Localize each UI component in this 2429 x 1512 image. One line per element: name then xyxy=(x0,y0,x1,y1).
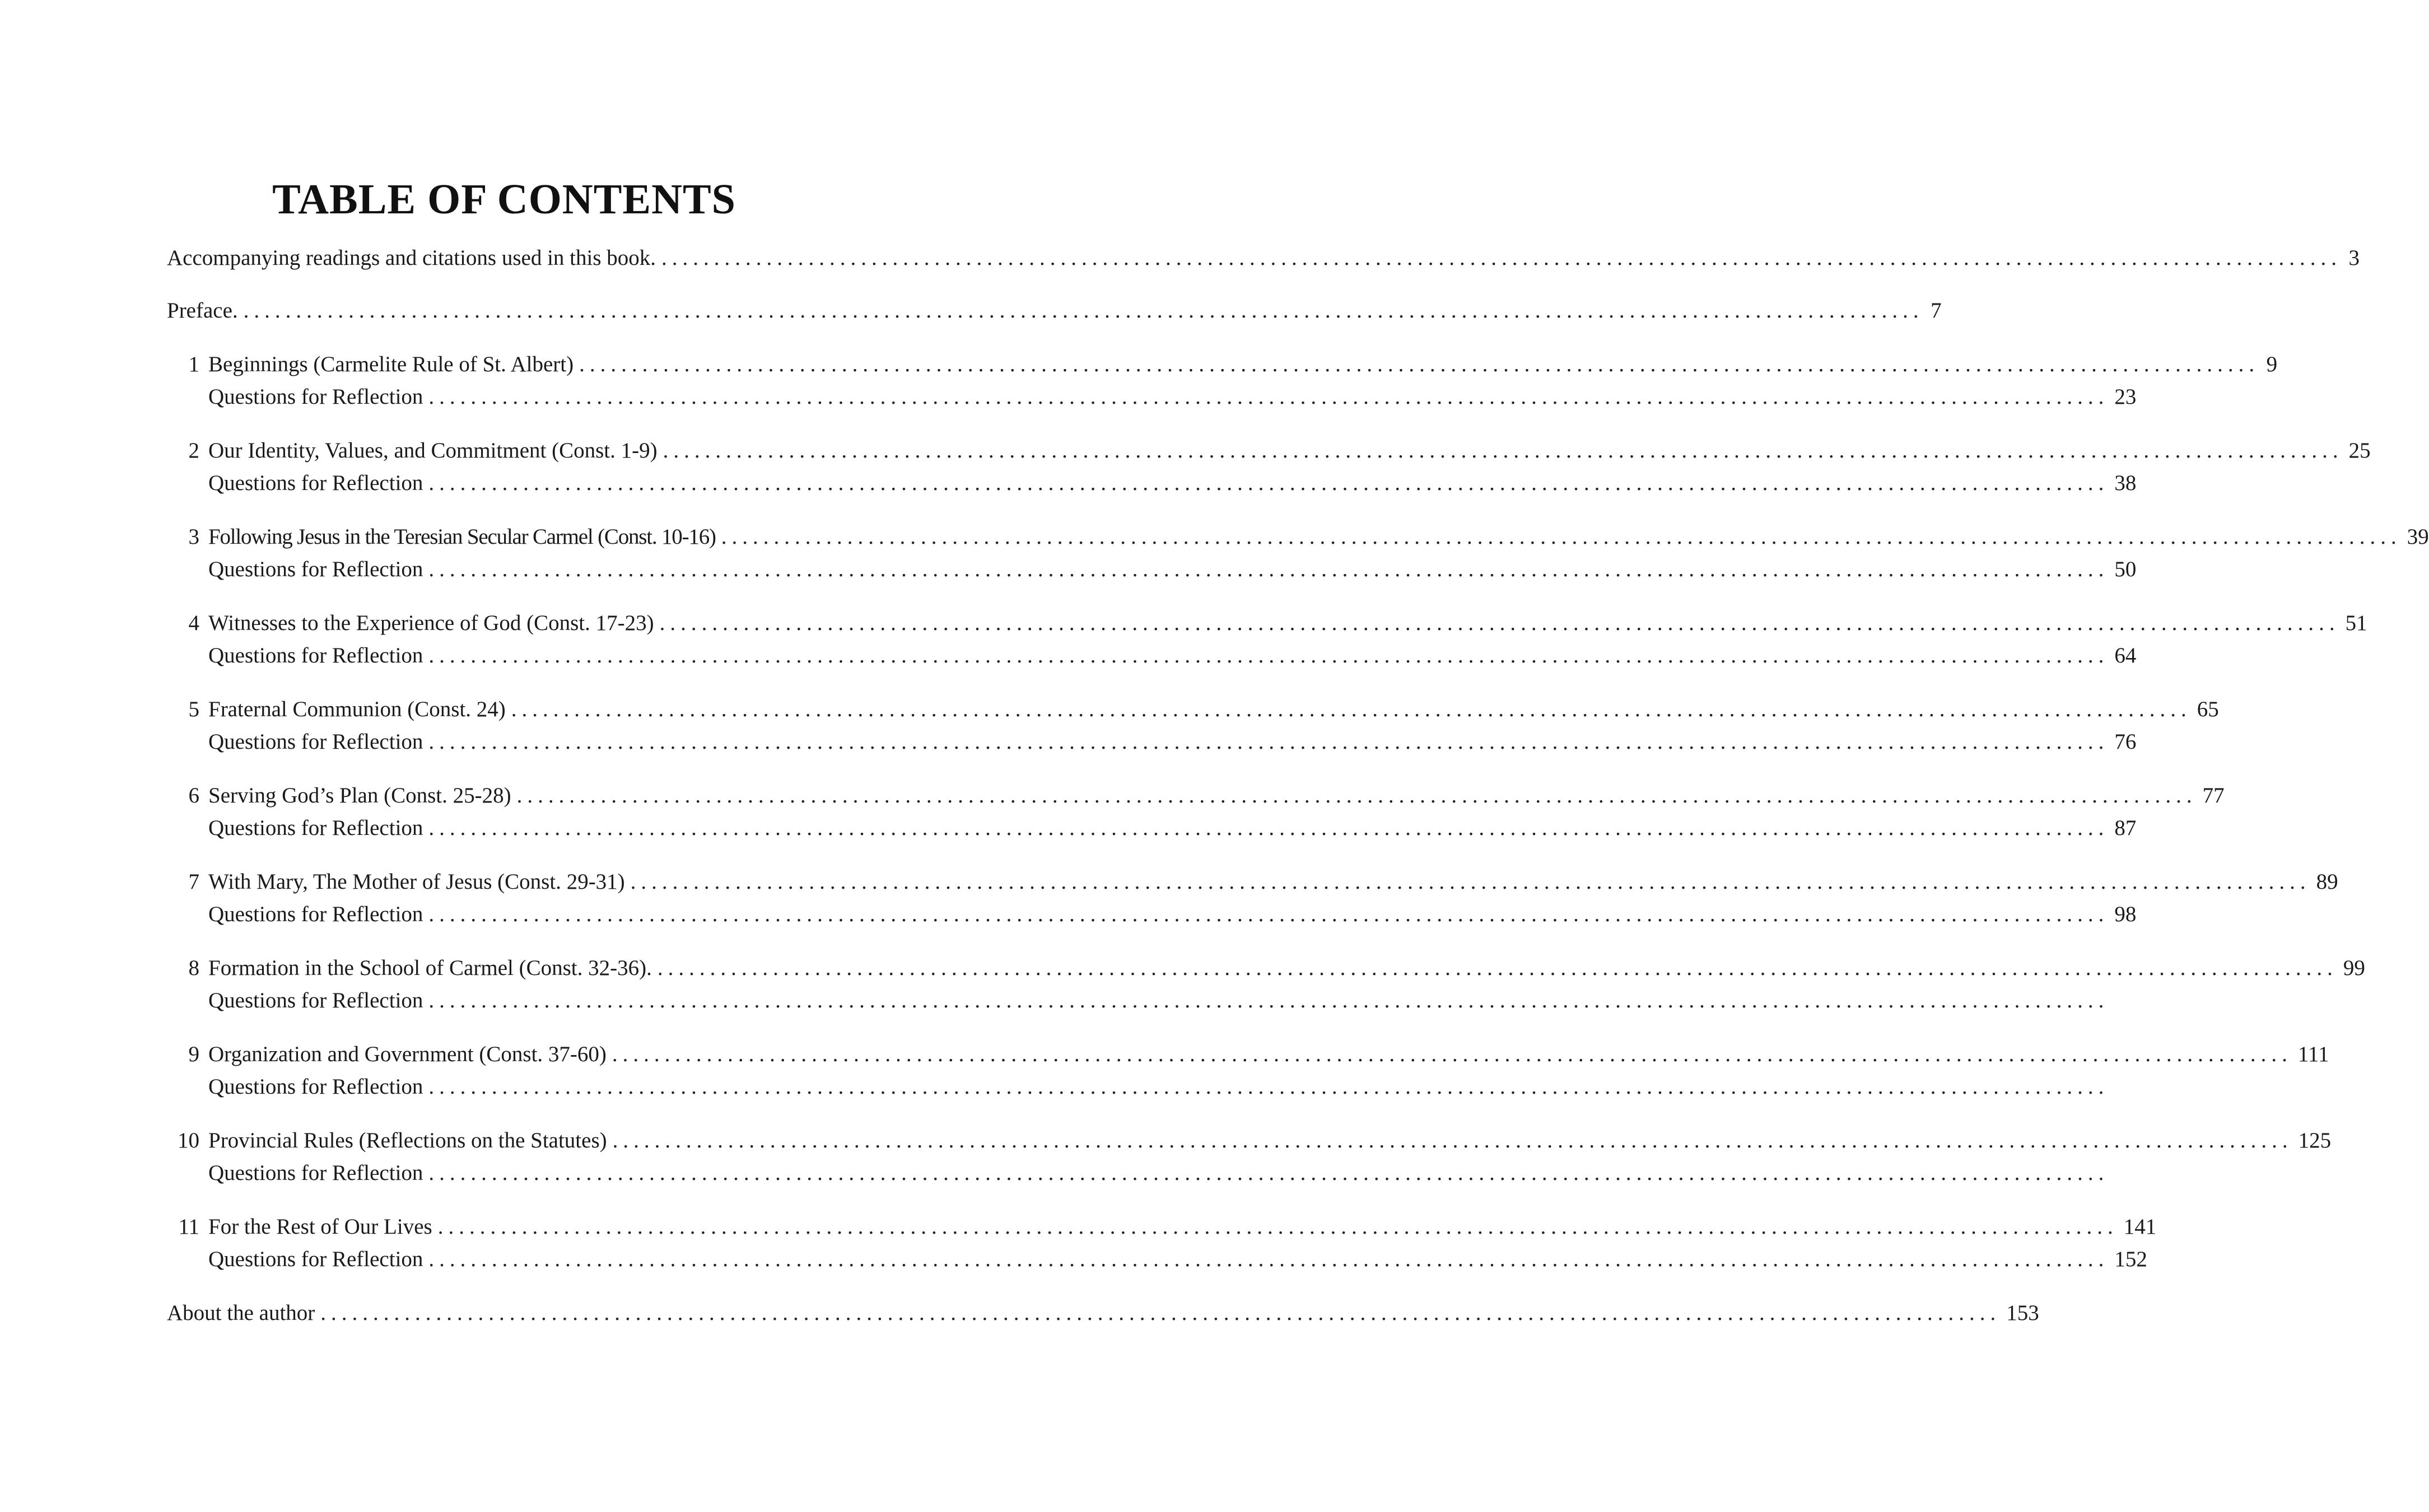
chapter-number: 4 xyxy=(188,611,199,635)
toc-reflection-entry[interactable] xyxy=(167,726,2137,758)
reflection-title: Questions for Reflection xyxy=(208,902,423,926)
toc-reflection-entry[interactable] xyxy=(167,640,2137,672)
dot-leader: ................................................................................................................................................................ xyxy=(320,1301,2001,1325)
chapter-number: 8 xyxy=(188,956,199,980)
reflection-title: Questions for Reflection xyxy=(208,1161,423,1185)
toc-entry-front-matter[interactable] xyxy=(167,242,2360,274)
dot-leader: ................................................................................................................................................................ xyxy=(721,525,2402,549)
toc-entry-preface[interactable] xyxy=(167,295,1942,327)
toc-reflection-entry[interactable] xyxy=(167,467,2137,500)
dot-leader: ................................................................................................................................................................ xyxy=(428,385,2109,409)
toc-chapter-entry[interactable] xyxy=(167,348,2278,381)
toc-entry-about-author[interactable] xyxy=(167,1297,2039,1329)
chapter-title: Formation in the School of Carmel (Const. 32-36). xyxy=(208,956,652,980)
toc-entry-title: Accompanying readings and citations used in this book. xyxy=(167,246,656,270)
toc-chapter-entry[interactable] xyxy=(167,435,2371,467)
toc-page-number: 3 xyxy=(2348,246,2360,270)
toc-entry-title: Preface. xyxy=(167,298,238,323)
toc-reflection-entry[interactable] xyxy=(167,812,2137,844)
toc-page-number: 87 xyxy=(2114,816,2137,840)
chapter-title: For the Rest of Our Lives xyxy=(208,1215,432,1239)
toc-reflection-entry[interactable] xyxy=(167,898,2137,931)
chapter-title: Fraternal Communion (Const. 24) xyxy=(208,697,506,721)
toc-chapter-entry[interactable] xyxy=(167,607,2367,640)
chapter-number: 5 xyxy=(188,697,199,721)
dot-leader: ................................................................................................................................................................ xyxy=(612,1128,2293,1152)
toc-page-number: 65 xyxy=(2197,697,2219,721)
chapter-number: 7 xyxy=(188,870,199,894)
dot-leader: ................................................................................................................................................................ xyxy=(428,902,2109,926)
reflection-title: Questions for Reflection xyxy=(208,988,423,1012)
toc-page-number: 111 xyxy=(2297,1042,2329,1066)
chapter-number: 11 xyxy=(178,1215,199,1239)
toc-page-number: 23 xyxy=(2114,385,2137,409)
toc-entry-title: About the author xyxy=(167,1301,315,1325)
dot-leader: ................................................................................................................................................................ xyxy=(428,988,2109,1012)
toc-page-number: 99 xyxy=(2343,956,2365,980)
toc-chapter-entry[interactable] xyxy=(167,866,2338,898)
chapter-title: Our Identity, Values, and Commitment (Const. 1-9) xyxy=(208,438,658,463)
toc-page-number: 76 xyxy=(2114,730,2137,754)
toc-page-number: 89 xyxy=(2316,870,2338,894)
dot-leader: ................................................................................................................................................................ xyxy=(630,870,2311,894)
chapter-number: 9 xyxy=(188,1042,199,1066)
toc-page-number: 38 xyxy=(2114,471,2137,495)
toc-page-number: 7 xyxy=(1931,298,1942,323)
chapter-title: Organization and Government (Const. 37-60) xyxy=(208,1042,607,1066)
dot-leader: ................................................................................................................................................................ xyxy=(437,1215,2118,1239)
toc-reflection-entry[interactable] xyxy=(167,1157,2109,1189)
toc-page-number: 77 xyxy=(2202,783,2225,808)
dot-leader: ................................................................................................................................................................ xyxy=(661,246,2342,270)
reflection-title: Questions for Reflection xyxy=(208,643,423,668)
dot-leader: ................................................................................................................................................................ xyxy=(657,956,2338,980)
chapter-number: 3 xyxy=(188,525,199,549)
dot-leader: ................................................................................................................................................................ xyxy=(428,816,2109,840)
toc-page-number: 152 xyxy=(2114,1247,2147,1271)
dot-leader: ................................................................................................................................................................ xyxy=(612,1042,2292,1066)
reflection-title: Questions for Reflection xyxy=(208,730,423,754)
toc-reflection-entry[interactable] xyxy=(167,553,2137,586)
dot-leader: ................................................................................................................................................................ xyxy=(511,697,2192,721)
table-of-contents xyxy=(167,242,2429,1329)
toc-reflection-entry[interactable] xyxy=(167,984,2109,1017)
reflection-title: Questions for Reflection xyxy=(208,1247,423,1271)
dot-leader: ................................................................................................................................................................ xyxy=(428,471,2109,495)
toc-reflection-entry[interactable] xyxy=(167,381,2137,413)
reflection-title: Questions for Reflection xyxy=(208,1075,423,1099)
toc-chapter-entry[interactable] xyxy=(167,952,2365,984)
dot-leader: ................................................................................................................................................................ xyxy=(428,1075,2109,1099)
dot-leader: ................................................................................................................................................................ xyxy=(579,352,2260,376)
chapter-title: Beginnings (Carmelite Rule of St. Albert) xyxy=(208,352,574,376)
chapter-title: With Mary, The Mother of Jesus (Const. 29-31) xyxy=(208,870,625,894)
dot-leader: ................................................................................................................................................................ xyxy=(659,611,2340,635)
dot-leader: ................................................................................................................................................................ xyxy=(663,438,2343,463)
toc-page-number: 125 xyxy=(2298,1128,2332,1152)
toc-reflection-entry[interactable] xyxy=(167,1071,2109,1103)
toc-page-number: 141 xyxy=(2123,1215,2157,1239)
toc-chapter-entry[interactable] xyxy=(167,521,2429,553)
chapter-title: Witnesses to the Experience of God (Const. 17-23) xyxy=(208,611,654,635)
chapter-number: 1 xyxy=(188,352,199,376)
toc-chapter-entry[interactable] xyxy=(167,780,2225,812)
chapter-title: Provincial Rules (Reflections on the Statutes) xyxy=(208,1128,607,1152)
toc-chapter-entry[interactable] xyxy=(167,1038,2329,1071)
dot-leader: ................................................................................................................................................................ xyxy=(243,298,1924,323)
toc-page-number: 64 xyxy=(2114,643,2137,668)
page-title: TABLE OF CONTENTS xyxy=(272,176,736,223)
toc-chapter-entry[interactable] xyxy=(167,1211,2157,1243)
toc-page-number: 9 xyxy=(2266,352,2278,376)
toc-page-number: 153 xyxy=(2006,1301,2039,1325)
toc-page-number: 39 xyxy=(2407,525,2429,549)
dot-leader: ................................................................................................................................................................ xyxy=(428,643,2109,668)
toc-chapter-entry[interactable] xyxy=(167,1124,2332,1157)
reflection-title: Questions for Reflection xyxy=(208,471,423,495)
dot-leader: ................................................................................................................................................................ xyxy=(428,730,2109,754)
reflection-title: Questions for Reflection xyxy=(208,385,423,409)
toc-reflection-entry[interactable] xyxy=(167,1243,2147,1276)
dot-leader: ................................................................................................................................................................ xyxy=(516,783,2197,808)
toc-page-number: 51 xyxy=(2345,611,2367,635)
chapter-number: 2 xyxy=(188,438,199,463)
toc-page-number: 50 xyxy=(2114,557,2137,581)
dot-leader: ................................................................................................................................................................ xyxy=(428,557,2109,581)
toc-page-number: 25 xyxy=(2348,438,2371,463)
dot-leader: ................................................................................................................................................................ xyxy=(428,1247,2109,1271)
reflection-title: Questions for Reflection xyxy=(208,557,423,581)
chapter-number: 6 xyxy=(188,783,199,808)
reflection-title: Questions for Reflection xyxy=(208,816,423,840)
toc-chapter-entry[interactable] xyxy=(167,693,2219,726)
chapter-title: Serving God’s Plan (Const. 25-28) xyxy=(208,783,511,808)
chapter-title: Following Jesus in the Teresian Secular Carmel (Const. 10-16) xyxy=(208,525,716,549)
dot-leader: ................................................................................................................................................................ xyxy=(428,1161,2109,1185)
chapter-number: 10 xyxy=(178,1128,199,1152)
toc-page-number: 98 xyxy=(2114,902,2137,926)
